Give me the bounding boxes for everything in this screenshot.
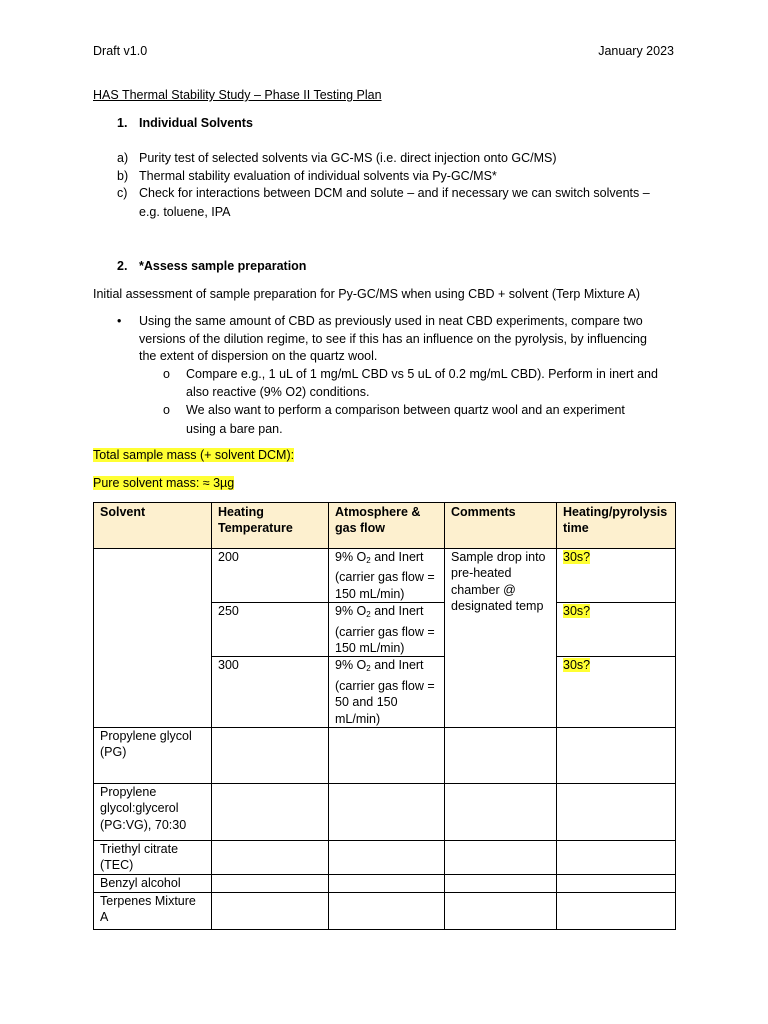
table-header-row bbox=[94, 503, 676, 549]
list-item-c-line1: Check for interactions between DCM and solute – and if necessary we can switch solvents – bbox=[139, 186, 650, 200]
empty-cell bbox=[445, 841, 557, 875]
time-value: 30s? bbox=[563, 658, 591, 673]
atmosphere-subscript: 2 bbox=[366, 664, 371, 674]
bullet-line-2: versions of the dilution regime, to see if this has an influence on the pyrolysis, by influencing bbox=[139, 332, 647, 346]
atmosphere-flow: (carrier gas flow = 150 mL/min) bbox=[335, 624, 435, 656]
document-title bbox=[93, 87, 382, 104]
time-value: 30s? bbox=[563, 604, 591, 619]
atmosphere-flow: (carrier gas flow = 50 and 150 mL/min) bbox=[335, 678, 435, 726]
time-cell bbox=[557, 603, 676, 657]
table-row bbox=[94, 892, 676, 929]
empty-cell bbox=[329, 841, 445, 875]
solvent-name-cell: Benzyl alcohol bbox=[94, 874, 212, 892]
empty-cell bbox=[445, 892, 557, 929]
temperature-cell: 250 bbox=[212, 603, 329, 657]
pure-solvent-mass bbox=[93, 475, 234, 492]
section1-heading: Individual Solvents bbox=[139, 116, 253, 130]
header-draft-version: Draft v1.0 bbox=[93, 44, 148, 58]
subbullet-1-line2: also reactive (9% O2) conditions. bbox=[186, 385, 370, 399]
time-cell bbox=[557, 549, 676, 603]
solvent-name-cell: Triethyl citrate (TEC) bbox=[94, 841, 212, 875]
empty-cell bbox=[329, 874, 445, 892]
atmosphere-cell bbox=[329, 657, 445, 728]
solvent-name-cell: Terpenes Mixture A bbox=[94, 892, 212, 929]
atmosphere-suffix: and Inert bbox=[370, 658, 424, 673]
list-marker-a: a) bbox=[117, 151, 129, 165]
atmosphere-cell bbox=[329, 603, 445, 657]
header-heating-temperature: Heating Temperature bbox=[212, 503, 329, 549]
solvent-name-cell: Propylene glycol:glycerol (PG:VG), 70:30 bbox=[94, 784, 212, 841]
pure-solvent-mass-text: Pure solvent mass: ≈ 3µg bbox=[93, 476, 235, 490]
empty-cell bbox=[212, 784, 329, 841]
solvent-test-table bbox=[93, 502, 676, 930]
atmosphere-flow: (carrier gas flow = 150 mL/min) bbox=[335, 570, 435, 601]
table-row bbox=[94, 874, 676, 892]
table-row bbox=[94, 841, 676, 875]
list-marker-b: b) bbox=[117, 169, 129, 183]
section2-heading: *Assess sample preparation bbox=[139, 259, 307, 273]
table-row bbox=[94, 728, 676, 784]
subbullet-symbol-2: o bbox=[163, 403, 170, 417]
atmosphere-cell bbox=[329, 549, 445, 603]
temperature-cell: 300 bbox=[212, 657, 329, 728]
header-heating-pyrolysis-time: Heating/pyrolysis time bbox=[557, 503, 676, 549]
empty-cell bbox=[557, 841, 676, 875]
atmosphere-suffix: and Inert bbox=[370, 604, 424, 619]
empty-cell bbox=[445, 728, 557, 784]
bullet-symbol: • bbox=[117, 314, 122, 328]
empty-cell bbox=[212, 841, 329, 875]
empty-cell bbox=[212, 728, 329, 784]
empty-cell bbox=[212, 874, 329, 892]
total-sample-mass bbox=[93, 447, 294, 464]
empty-cell bbox=[445, 874, 557, 892]
atmosphere-subscript: 2 bbox=[366, 556, 371, 565]
empty-cell bbox=[212, 892, 329, 929]
list-item-a: Purity test of selected solvents via GC-MS (i.e. direct injection onto GC/MS) bbox=[139, 151, 557, 165]
header-atmosphere-gas-flow: Atmosphere & gas flow bbox=[329, 503, 445, 549]
atmosphere-prefix: 9% O bbox=[335, 550, 367, 564]
empty-cell bbox=[445, 784, 557, 841]
atmosphere-prefix: 9% O bbox=[335, 604, 367, 619]
document-title-text: HAS Thermal Stability Study – Phase II Testing Plan bbox=[93, 88, 382, 102]
subbullet-2-line2: using a bare pan. bbox=[186, 422, 283, 436]
table-row bbox=[94, 784, 676, 841]
atmosphere-suffix: and Inert bbox=[370, 550, 424, 564]
empty-cell bbox=[557, 892, 676, 929]
comments-cell: Sample drop into pre-heated chamber @ designated temp bbox=[445, 549, 557, 728]
list-item-b: Thermal stability evaluation of individual solvents via Py-GC/MS* bbox=[139, 169, 497, 183]
list-marker-c: c) bbox=[117, 186, 128, 200]
empty-cell bbox=[557, 784, 676, 841]
solvent-cell-blank bbox=[94, 549, 212, 728]
empty-cell bbox=[557, 728, 676, 784]
section2-intro: Initial assessment of sample preparation for Py-GC/MS when using CBD + solvent (Terp Mixture A) bbox=[93, 287, 641, 301]
list-item-c-line2: e.g. toluene, IPA bbox=[139, 205, 231, 219]
table-row bbox=[94, 549, 676, 603]
section2-number: 2. bbox=[117, 259, 128, 273]
header-comments: Comments bbox=[445, 503, 557, 549]
solvent-name-cell: Propylene glycol (PG) bbox=[94, 728, 212, 784]
time-value: 30s? bbox=[563, 550, 591, 564]
subbullet-1-line1: Compare e.g., 1 uL of 1 mg/mL CBD vs 5 uL of 0.2 mg/mL CBD). Perform in inert and bbox=[186, 367, 658, 381]
empty-cell bbox=[329, 892, 445, 929]
section1-number: 1. bbox=[117, 116, 128, 130]
total-sample-mass-text: Total sample mass (+ solvent DCM): bbox=[93, 448, 295, 462]
bullet-line-3: the extent of dispersion on the quartz wool. bbox=[139, 349, 378, 363]
empty-cell bbox=[557, 874, 676, 892]
temperature-cell: 200 bbox=[212, 549, 329, 603]
empty-cell bbox=[329, 784, 445, 841]
subbullet-symbol-1: o bbox=[163, 367, 170, 381]
empty-cell bbox=[329, 728, 445, 784]
header-solvent: Solvent bbox=[94, 503, 212, 549]
atmosphere-subscript: 2 bbox=[366, 610, 371, 620]
time-cell bbox=[557, 657, 676, 728]
subbullet-2-line1: We also want to perform a comparison between quartz wool and an experiment bbox=[186, 403, 625, 417]
header-date: January 2023 bbox=[598, 44, 674, 58]
atmosphere-prefix: 9% O bbox=[335, 658, 367, 673]
bullet-line-1: Using the same amount of CBD as previously used in neat CBD experiments, compare two bbox=[139, 314, 643, 328]
